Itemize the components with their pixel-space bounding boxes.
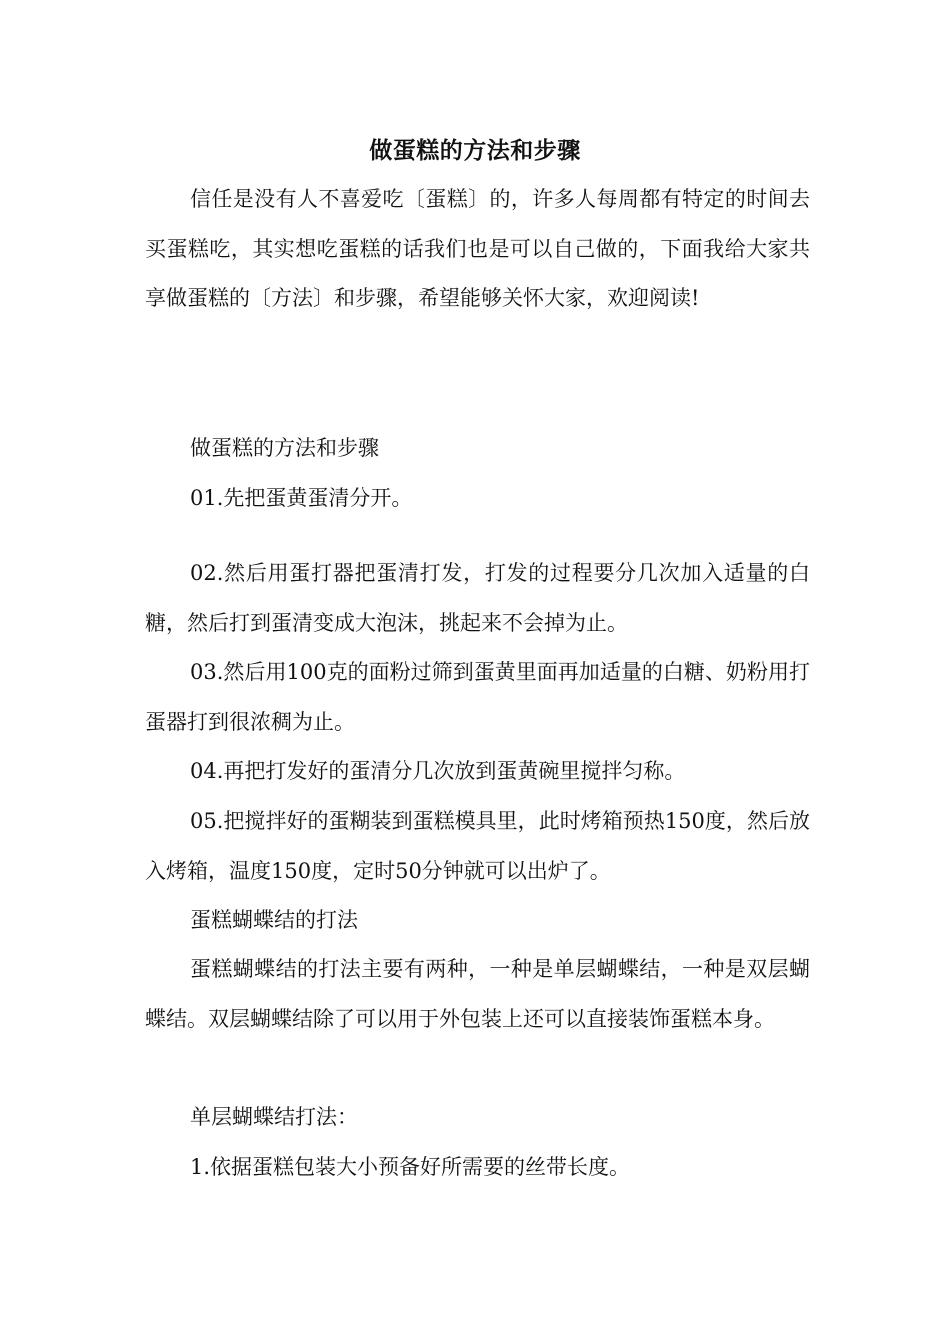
document-title: 做蛋糕的方法和步骤 <box>369 137 581 164</box>
intro-paragraph: 信任是没有人不喜爱吃〔蛋糕〕的，许多人每周都有特定的时间去买蛋糕吃，其实想吃蛋糕的话我们也是可以自己做的，下面我给大家共享做蛋糕的〔方法〕和步骤，希望能够关怀大家，欢迎阅读! <box>145 187 810 310</box>
step-05: 05.把搅拌好的蛋糊装到蛋糕模具里，此时烤箱预热150度，然后放入烤箱，温度150度，定时50分钟就可以出炉了。 <box>145 809 810 883</box>
step-03: 03.然后用100克的面粉过筛到蛋黄里面再加适量的白糖、奶粉用打蛋器打到很浓稠为止。 <box>145 660 810 734</box>
bow-paragraph: 蛋糕蝴蝶结的打法主要有两种，一种是单层蝴蝶结，一种是双层蝴蝶结。双层蝴蝶结除了可以用于外包装上还可以直接装饰蛋糕本身。 <box>145 957 810 1031</box>
section-heading-single-bow: 单层蝴蝶结打法： <box>190 1105 358 1129</box>
step-02: 02.然后用蛋打器把蛋清打发，打发的过程要分几次加入适量的白糖，然后打到蛋清变成大泡沫，挑起来不会掉为止。 <box>145 561 810 635</box>
single-bow-step-1: 1.依据蛋糕包装大小预备好所需要的丝带长度。 <box>190 1155 631 1179</box>
step-04: 04.再把打发好的蛋清分几次放到蛋黄碗里搅拌匀称。 <box>190 759 686 783</box>
section-heading-method: 做蛋糕的方法和步骤 <box>190 436 379 460</box>
section-heading-bow: 蛋糕蝴蝶结的打法 <box>190 908 358 932</box>
step-01: 01.先把蛋黄蛋清分开。 <box>190 486 413 510</box>
